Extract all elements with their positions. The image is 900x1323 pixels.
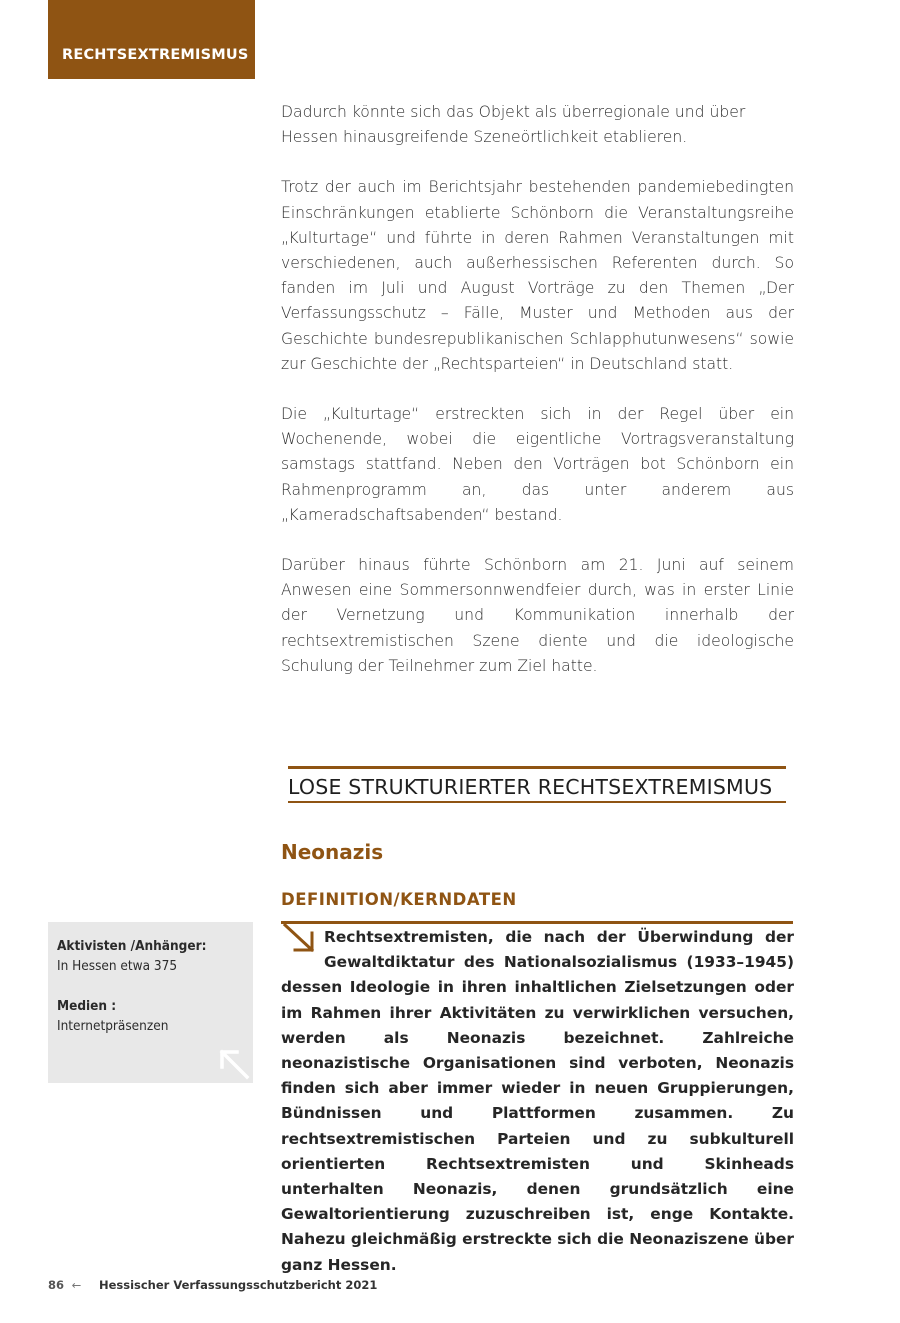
paragraph: Dadurch könnte sich das Objekt als überregionale und über Hessen hinausgreifende Szeneörtlichkeit etablieren.	[281, 103, 746, 147]
definition-rule	[281, 921, 793, 924]
media-value: Internetpräsenzen	[57, 1018, 169, 1034]
activists-value: In Hessen etwa 375	[57, 958, 178, 974]
page-footer	[48, 1278, 377, 1292]
body-text	[281, 100, 794, 704]
subheading: Neonazis	[281, 840, 384, 864]
definition-text	[281, 925, 794, 1278]
section-header-tab	[48, 0, 255, 79]
definition-heading: DEFINITION/KERNDATEN	[281, 890, 517, 909]
section-label: RECHTSEXTREMISMUS	[62, 47, 249, 63]
key-data-box	[48, 922, 253, 1083]
section-title: LOSE STRUKTURIERTER RECHTSEXTREMISMUS	[288, 775, 773, 799]
paragraph: Die „Kulturtage“ erstreckten sich in der Regel über ein Wochenende, wobei die eigentliche Vortragsveranstaltung samstags stattfand. Neben den Vorträgen bot Schönborn ein Rahmenprogramm an, das unter anderem aus „Kameradschaftsabenden“ bestand.	[281, 405, 794, 524]
definition-body: Rechtsextremisten, die nach der Überwindung der Gewaltdiktatur des Nationalsozialismus (1933–1945) dessen Ideologie in ihren inhaltlichen Zielsetzungen oder im Rahmen ihrer Aktivitäten zu verwirklichen versuchen, werden als Neonazis bezeichnet. Zahlreiche neonazistische Organisationen sind verboten, Neonazis finden sich aber immer wieder in neuen Gruppierungen, Bündnissen und Plattformen zusammen. Zu rechtsextremistischen Parteien und zu subkulturell orientierten Rechtsextremisten und Skinheads unterhalten Neonazis, denen grundsätzlich eine Gewaltorientierung zuzuschreiben ist, enge Kontakte. Nahezu gleichmäßig erstreckte sich die Neonaziszene über ganz Hessen.	[281, 928, 794, 1274]
activists-label: Aktivisten /Anhänger:	[57, 938, 207, 954]
document-title: Hessischer Verfassungsschutzbericht 2021	[98, 1278, 378, 1292]
media-label: Medien :	[57, 998, 117, 1014]
section-rule-top	[288, 766, 786, 769]
paragraph: Trotz der auch im Berichtsjahr bestehenden pandemiebedingten Einschränkungen etablierte Schönborn die Veranstaltungsreihe „Kulturtage“ und führte in deren Rahmen Veranstaltungen mit verschiedenen, auch außerhessischen Referenten durch. So fanden im Juli und August Vorträge zu den Themen „Der Verfassungsschutz – Fälle, Muster und Methoden aus der Geschichte bundesrepublikanischen Schlapphutunwesens“ sowie zur Geschichte der „Rechtsparteien“ in Deutschland statt.	[281, 178, 794, 373]
paragraph: Darüber hinaus führte Schönborn am 21. Juni auf seinem Anwesen eine Sommersonnwendfeier durch, was in erster Linie der Vernetzung und Kommunikation innerhalb der rechtsextremistischen Szene diente und die ideologische Schulung der Teilnehmer zum Ziel hatte.	[281, 556, 794, 675]
arrow-spacer	[281, 925, 324, 969]
arrow-up-left-icon	[217, 1047, 251, 1081]
section-rule-bottom	[288, 801, 786, 803]
page-number: 86	[48, 1278, 65, 1292]
arrow-left-icon[interactable]: ←	[71, 1278, 82, 1292]
